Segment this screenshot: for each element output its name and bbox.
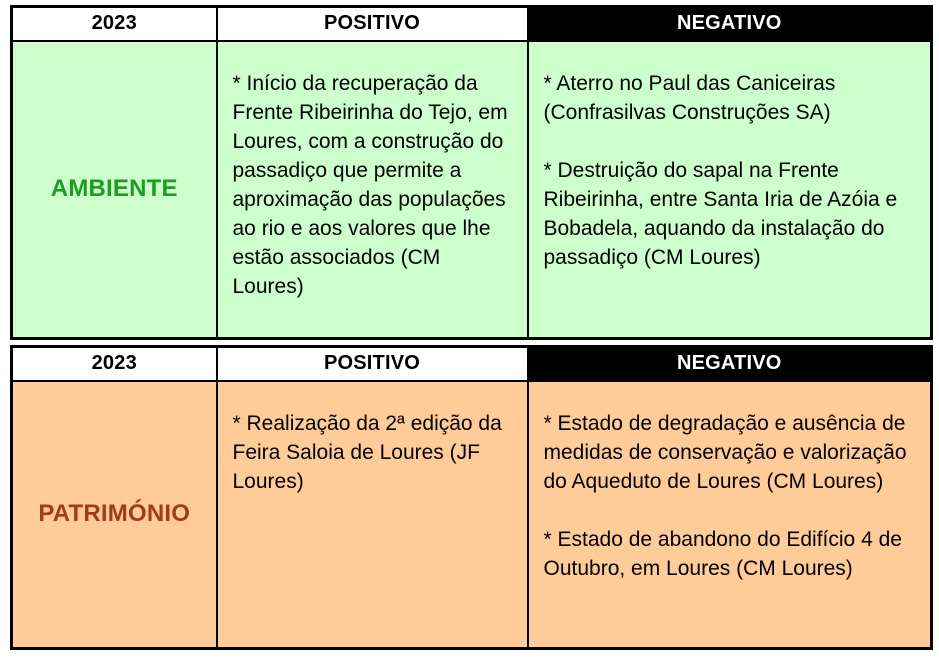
patrimonio-year-header: 2023: [12, 347, 217, 381]
patrimonio-negativo-header: NEGATIVO: [528, 347, 932, 381]
patrimonio-header-row: [12, 347, 932, 381]
patrimonio-category-cell: PATRIMÓNIO: [12, 381, 217, 649]
ambiente-body-row: [12, 41, 932, 339]
ambiente-negative-item: * Destruição do sapal na Frente Ribeirinha, entre Santa Iria de Azóia e Bobadela, aquando da instalação do passadiço (CM Loures): [543, 158, 898, 269]
patrimonio-body-row: [12, 381, 932, 649]
ambiente-category-cell: AMBIENTE: [12, 41, 217, 339]
ambiente-table: [10, 5, 933, 340]
patrimonio-negative-item: * Estado de degradação e ausência de medidas de conservação e valorização do Aqueduto de Loures (CM Loures): [543, 411, 907, 493]
patrimonio-negative-item: * Estado de abandono do Edifício 4 de Outubro, em Loures (CM Loures): [543, 527, 902, 580]
patrimonio-positivo-header: POSITIVO: [217, 347, 528, 381]
patrimonio-table: [10, 345, 933, 650]
patrimonio-positive-cell: [217, 381, 528, 649]
ambiente-negative-cell: [528, 41, 932, 339]
ambiente-positive-item: * Início da recuperação da Frente Ribeirinha do Tejo, em Loures, com a construção do passadiço que permite a aproximação das populações ao rio e aos valores que lhe estão associados (CM Loures): [232, 71, 508, 298]
patrimonio-negative-cell: [528, 381, 932, 649]
ambiente-positivo-header: POSITIVO: [217, 7, 528, 41]
patrimonio-positive-item: * Realização da 2ª edição da Feira Saloia de Loures (JF Loures): [232, 411, 502, 493]
ambiente-year-header: 2023: [12, 7, 217, 41]
ambiente-header-row: [12, 7, 932, 41]
ambiente-positive-cell: [217, 41, 528, 339]
ambiente-negativo-header: NEGATIVO: [528, 7, 932, 41]
ambiente-negative-item: * Aterro no Paul das Caniceiras (Confrasilvas Construções SA): [543, 71, 836, 124]
